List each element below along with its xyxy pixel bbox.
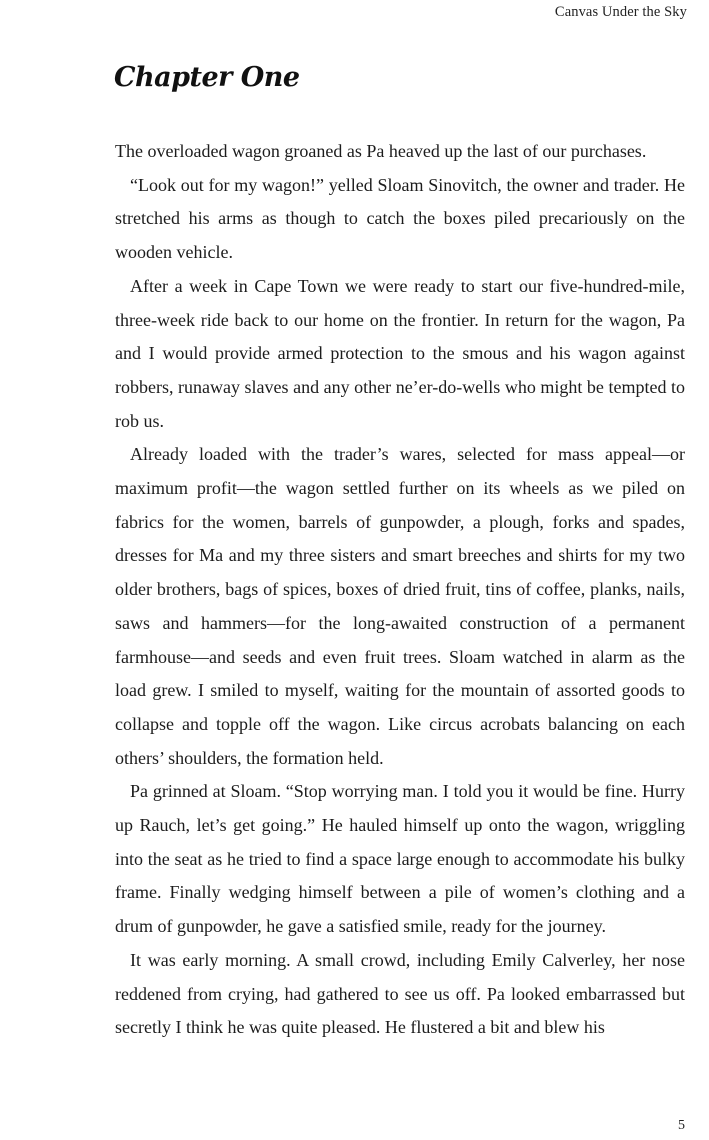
paragraph-2: “Look out for my wagon!” yelled Sloam Sinovitch, the owner and trader. He stretched his arms as though to catch the boxes piled precariously on the wooden vehicle. [115,174,685,263]
paragraph-4: Already loaded with the trader’s wares, selected for mass appeal—or maximum profit—the wagon settled further on its wheels as we piled on fabrics for the women, barrels of gunpowder, a plough, forks and spades, dresses for Ma and my three sisters and smart breeches and shirts for my two older brothers, bags of spices, boxes of dried fruit, tins of coffee, planks, nails, saws and hammers—for the long-awaited construction of a permanent farmhouse—and seeds and even fruit trees. Sloam watched in alarm as the load grew. I smiled to myself, waiting for the mountain of assorted goods to collapse and topple off the wagon. Like circus acrobats balancing on each others’ shoulders, the formation held. [115,444,685,768]
chapter-title: Chapter One [114,62,300,93]
running-header: Canvas Under the Sky [554,4,687,20]
body-text [115,135,685,1045]
paragraph-1: The overloaded wagon groaned as Pa heaved up the last of our purchases. [115,141,647,161]
paragraph-5: Pa grinned at Sloam. “Stop worrying man. I told you it would be fine. Hurry up Rauch, let’s get going.” He hauled himself up onto the wagon, wriggling into the seat as he tried to find a space large enough to accommodate his bulky frame. Finally wedging himself between a pile of women’s clothing and a drum of gunpowder, he gave a satisfied smile, ready for the journey. [115,781,685,937]
paragraph-6: It was early morning. A small crowd, including Emily Calverley, her nose reddened from crying, had gathered to see us off. Pa looked embarrassed but secretly I think he was quite pleased. He flustered a bit and blew his [115,949,685,1038]
page-number: 5 [678,1118,685,1133]
paragraph-3: After a week in Cape Town we were ready to start our five-hundred-mile, three-week ride back to our home on the frontier. In return for the wagon, Pa and I would provide armed protection to the smous and his wagon against robbers, runaway slaves and any other ne’er-do-wells who might be tempted to rob us. [115,275,685,431]
